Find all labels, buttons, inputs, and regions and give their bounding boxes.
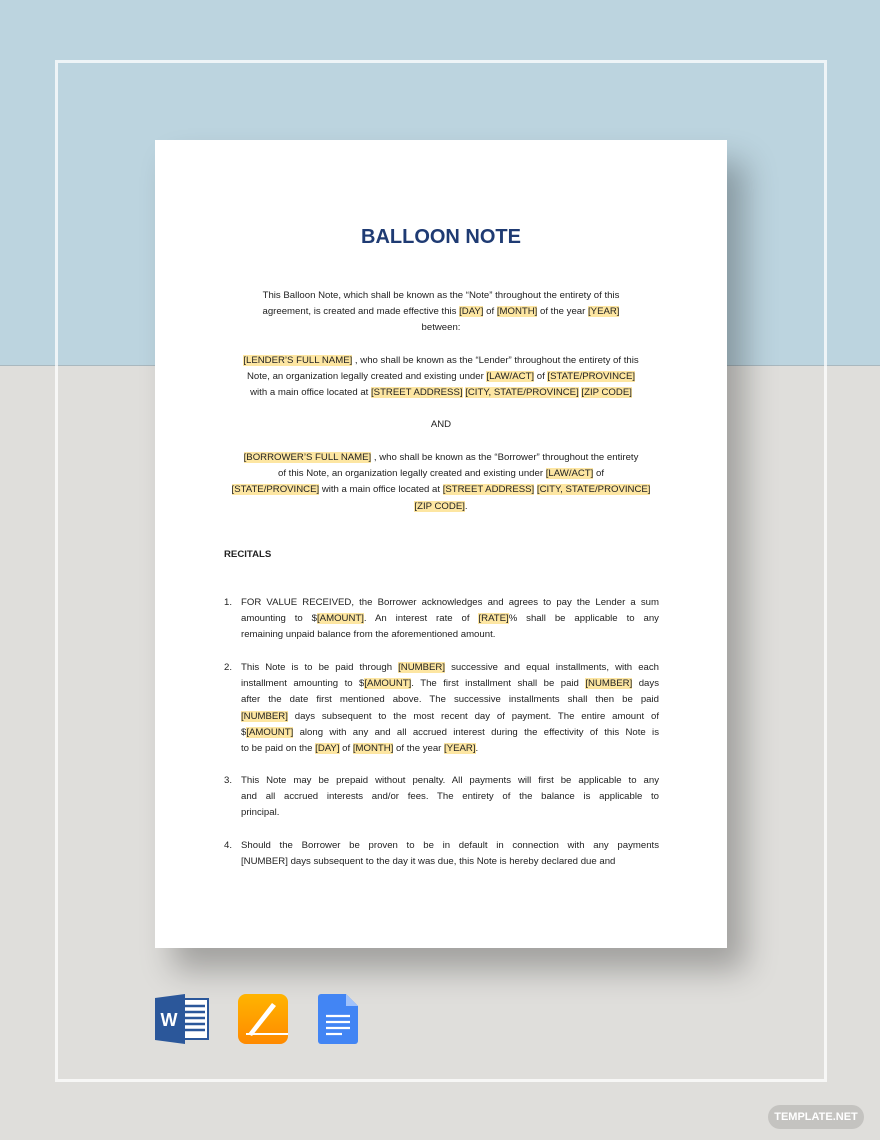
- placeholder-field: [LAW/ACT]: [486, 371, 535, 383]
- text-segment: This Note may be prepaid without penalty. All payments will first be applicable to any: [241, 775, 659, 786]
- text-segment: after the date first mentioned above. The successive installments shall then be paid: [241, 694, 659, 706]
- text-segment: . The first installment shall be paid: [411, 678, 586, 690]
- placeholder-field: [AMOUNT]: [317, 613, 364, 625]
- text-segment: This Note is to be paid through: [241, 662, 399, 673]
- text-line: [215, 450, 667, 466]
- text-segment: Should the Borrower be proven to be in default in connection with any payments: [241, 840, 659, 851]
- text-segment: of: [483, 306, 497, 318]
- text-line: [241, 709, 659, 725]
- text-line: [241, 773, 659, 789]
- text-segment: and all accrued interests and/or fees. The entirety of the balance is applicable to: [241, 791, 659, 803]
- google-docs-icon[interactable]: [318, 994, 358, 1049]
- placeholder-field: [MONTH]: [352, 743, 394, 755]
- text-segment: of this Note, an organization legally created and existing under: [277, 468, 546, 480]
- placeholder-field: [LENDER’S FULL NAME]: [243, 355, 353, 366]
- text-line: [215, 288, 667, 304]
- text-segment: , who shall be known as the “Borrower” throughout the entirety: [371, 452, 639, 463]
- text-segment: % shall be applicable to any: [508, 613, 659, 625]
- placeholder-field: [RATE]: [478, 613, 509, 625]
- text-line: [241, 692, 659, 708]
- text-line: [215, 499, 667, 515]
- text-line: [215, 369, 667, 385]
- text-segment: with a main office located at: [250, 387, 371, 399]
- item-text: [241, 595, 659, 644]
- text-segment: [NUMBER] days subsequent to the day it was due, this Note is hereby declared due and: [241, 856, 616, 868]
- placeholder-field: [AMOUNT]: [364, 678, 412, 690]
- text-segment: .: [464, 500, 468, 512]
- text-line: [241, 611, 659, 627]
- item-text: [241, 660, 659, 757]
- placeholder-field: [ZIP CODE]: [581, 387, 632, 399]
- lender-paragraph: [215, 353, 667, 402]
- item-number: 3.: [224, 775, 233, 786]
- text-line: [215, 385, 667, 401]
- placeholder-field: [MONTH]: [496, 306, 538, 318]
- placeholder-field: [STATE/PROVINCE]: [231, 484, 320, 496]
- text-line: [241, 789, 659, 805]
- placeholder-field: [CITY, STATE/PROVINCE]: [465, 387, 579, 399]
- text-line: [241, 725, 659, 741]
- text-line: [241, 854, 659, 870]
- placeholder-field: [AMOUNT]: [246, 726, 294, 738]
- text-segment: of: [534, 371, 548, 383]
- item-number: 4.: [224, 840, 233, 851]
- text-segment: . An interest rate of: [363, 613, 479, 625]
- placeholder-field: [STREET ADDRESS]: [442, 484, 535, 496]
- document-title: BALLOON NOTE: [361, 226, 521, 248]
- placeholder-field: [CITY, STATE/PROVINCE]: [536, 484, 651, 496]
- placeholder-field: [LAW/ACT]: [545, 468, 594, 480]
- text-line: [241, 627, 659, 643]
- text-segment: agreement, is created and made effective this: [262, 306, 460, 318]
- pages-icon[interactable]: [238, 994, 288, 1049]
- text-segment: between:: [421, 322, 461, 334]
- placeholder-field: [NUMBER]: [398, 662, 446, 673]
- text-segment: FOR VALUE RECEIVED, the Borrower acknowledges and agrees to pay the Lender a sum: [241, 597, 659, 608]
- placeholder-field: [DAY]: [459, 306, 484, 318]
- text-line: [215, 417, 667, 433]
- recitals-heading: RECITALS: [224, 549, 272, 560]
- text-line: [215, 482, 667, 498]
- text-line: [215, 353, 667, 369]
- placeholder-field: [YEAR]: [444, 743, 476, 755]
- text-segment: successive and equal installments, with each: [445, 662, 660, 673]
- text-segment: with a main office located at: [319, 484, 443, 496]
- text-line: [215, 320, 667, 336]
- text-segment: days: [632, 678, 659, 690]
- document-page: [155, 140, 727, 948]
- text-segment: to be paid on the: [241, 743, 316, 755]
- text-segment: $: [241, 726, 247, 738]
- text-segment: of: [339, 743, 353, 755]
- text-line: [241, 838, 659, 854]
- text-segment: .: [475, 743, 479, 755]
- text-segment: of the year: [393, 743, 445, 755]
- placeholder-field: [YEAR]: [588, 306, 620, 318]
- placeholder-field: [NUMBER]: [585, 678, 633, 690]
- word-icon[interactable]: [155, 994, 209, 1049]
- text-segment: Note, an organization legally created and existing under: [246, 371, 487, 383]
- item-number: 1.: [224, 597, 233, 608]
- placeholder-field: [ZIP CODE]: [414, 500, 465, 512]
- text-segment: installment amounting to $: [241, 678, 365, 690]
- svg-text:W: W: [160, 1010, 178, 1030]
- text-line: [241, 660, 659, 676]
- item-number: 2.: [224, 662, 233, 673]
- text-line: [241, 805, 659, 821]
- text-line: [215, 304, 667, 320]
- text-segment: remaining unpaid balance from the aforementioned amount.: [241, 629, 496, 641]
- text-segment: along with any and all accrued interest during the effectivity of this Note is: [293, 726, 659, 738]
- text-segment: of: [593, 468, 605, 480]
- text-segment: amounting to $: [241, 613, 318, 625]
- item-text: [241, 773, 659, 822]
- placeholder-field: [NUMBER]: [241, 710, 288, 722]
- text-line: [241, 676, 659, 692]
- item-text: [241, 838, 659, 870]
- text-segment: AND: [430, 419, 452, 430]
- text-segment: This Balloon Note, which shall be known as the “Note” throughout the entirety of this: [262, 290, 620, 301]
- placeholder-field: [BORROWER’S FULL NAME]: [243, 452, 372, 463]
- placeholder-field: [STATE/PROVINCE]: [547, 371, 636, 383]
- text-segment: principal.: [241, 807, 280, 819]
- text-segment: of the year: [537, 306, 589, 318]
- text-line: [241, 741, 659, 757]
- placeholder-field: [DAY]: [315, 743, 340, 755]
- text-line: [241, 595, 659, 611]
- text-segment: , who shall be known as the “Lender” throughout the entirety of this: [352, 355, 639, 366]
- template-net-watermark[interactable]: TEMPLATE.NET: [768, 1105, 864, 1129]
- and-separator: [215, 417, 667, 433]
- borrower-paragraph: [215, 450, 667, 515]
- intro-paragraph: [215, 288, 667, 337]
- text-segment: days subsequent to the most recent day of payment. The entire amount of: [287, 710, 659, 722]
- placeholder-field: [STREET ADDRESS]: [371, 387, 463, 399]
- text-line: [215, 466, 667, 482]
